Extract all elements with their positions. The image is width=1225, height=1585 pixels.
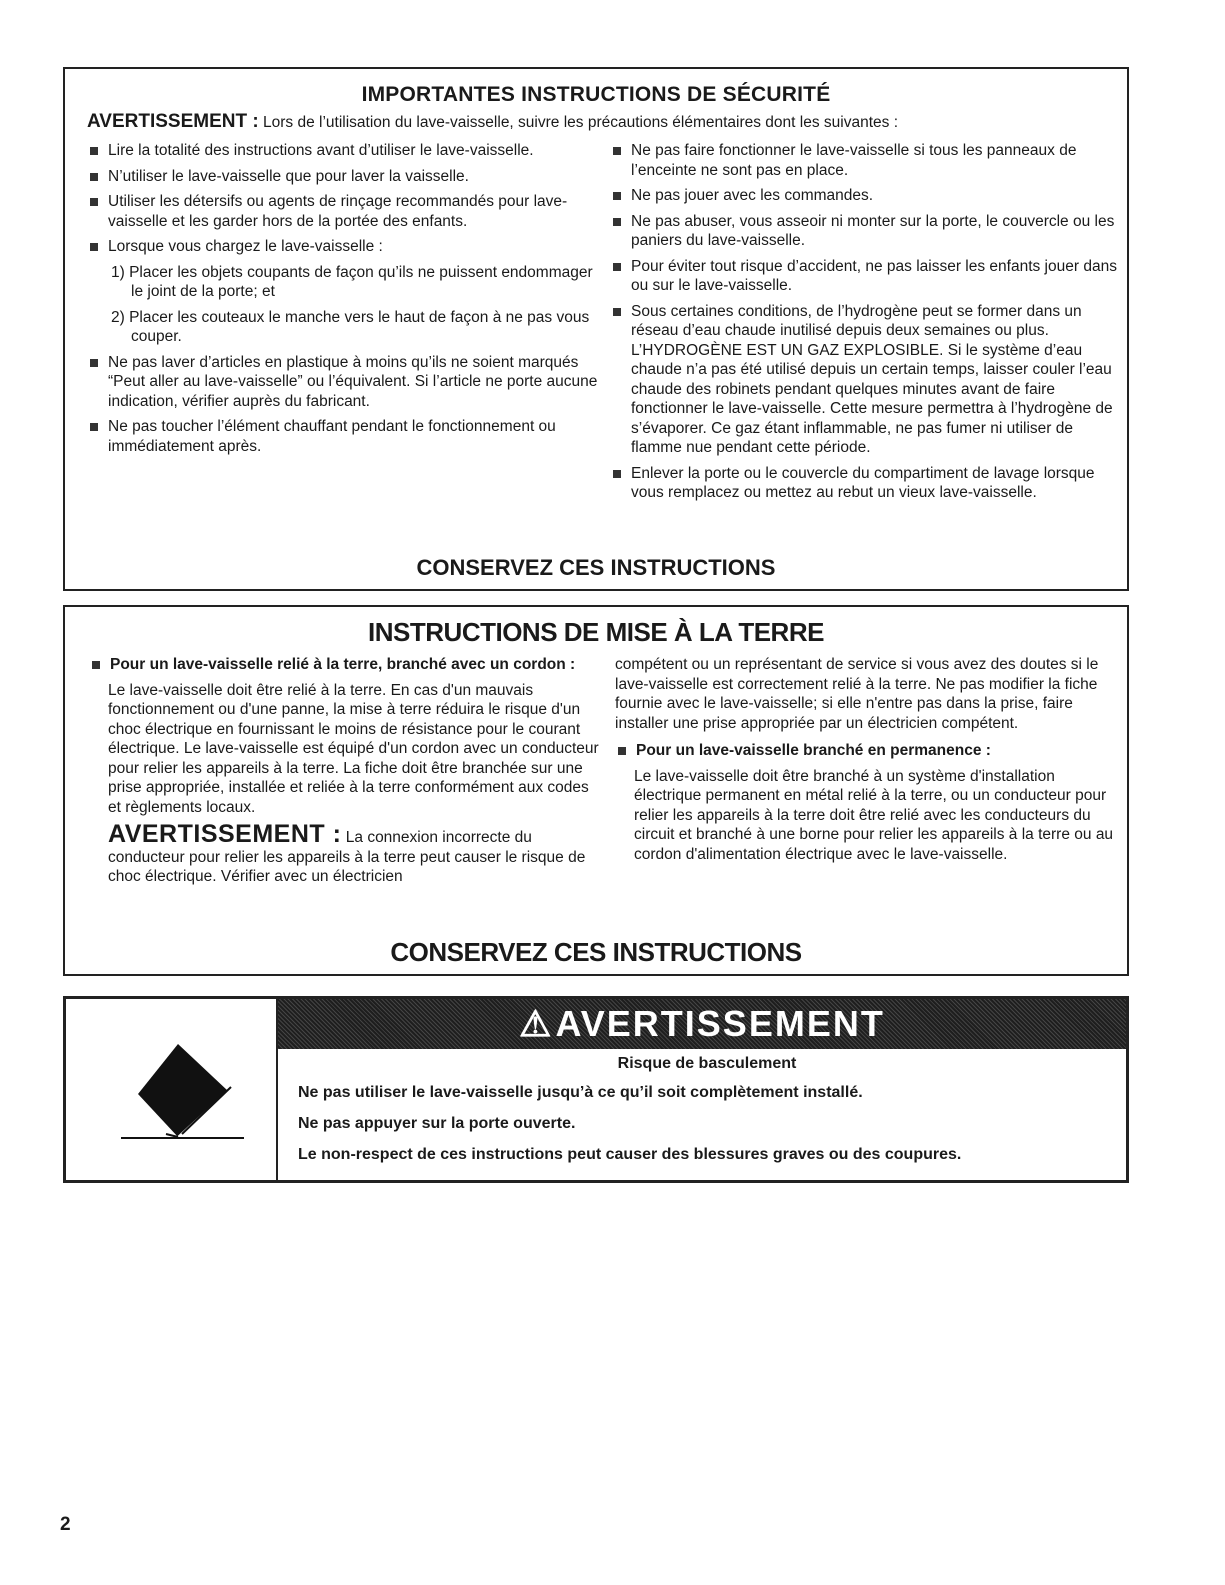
sub-list-item: 2) Placer les couteaux le manche vers le haut de façon à ne pas vous couper. [111, 308, 590, 345]
safety-footer: CONSERVEZ CES INSTRUCTIONS [416, 555, 776, 580]
grounding-warning [89, 820, 599, 887]
list-item: Ne pas jouer avec les commandes. [610, 186, 1120, 206]
warning-content [298, 1055, 1116, 1177]
warning-triangle-icon: ⚠ [519, 1003, 554, 1044]
list-item: Sous certaines conditions, de l’hydrogène peut se former dans un réseau d’eau chaude inutilisé depuis deux semaines ou plus. L’HYDROGÈNE EST UN GAZ EXPLOSIBLE. Si le système d’eau chaude n’a pas été utilisé depuis un certain temps, laisser couler l’eau chaude des robinets pendant quelques minutes avant de faire fonctionner le lave-vaisselle. Cette mesure permettra à l’hydrogène de s’évaporer. Ce gaz étant inflammable, ne pas fumer ni utiliser de flamme nue pendant cette période. [610, 302, 1120, 458]
warning-banner [278, 999, 1126, 1049]
grounding-instructions-box [63, 605, 1129, 976]
permanent-heading: Pour un lave-vaisselle branché en permanence : [615, 741, 1115, 761]
tip-over-warning-box [63, 996, 1129, 1183]
list-item: Lire la totalité des instructions avant d’utiliser le lave-vaisselle. [87, 141, 607, 161]
warning-banner-text: AVERTISSEMENT [555, 1003, 885, 1044]
list-item: Enlever la porte ou le couvercle du compartiment de lavage lorsque vous remplacez ou mettez au rebut un vieux lave-vaisselle. [610, 464, 1120, 503]
warning-risk: Risque de basculement [617, 1055, 797, 1072]
safety-left-column [87, 141, 607, 462]
safety-right-column [610, 141, 1120, 509]
safety-warning-label: AVERTISSEMENT : [87, 111, 259, 132]
list-item: Ne pas laver d’articles en plastique à moins qu’ils ne soient marqués “Peut aller au lave-vaisselle” ou l’équivalent. Si l’article ne porte aucune indication, vérifier auprès du fabricant. [87, 353, 607, 412]
safety-warning-text: Lors de l’utilisation du lave-vaisselle, suivre les précautions élémentaires dont les suivantes : [263, 114, 898, 131]
corded-text: Le lave-vaisselle doit être relié à la terre. En cas d'un mauvais fonctionnement ou d'une panne, la mise à terre réduira le risque d'un choc électrique en fournissant le moins de résistance pour le courant électrique. Le lave-vaisselle est équipé d'un cordon avec un conducteur pour relier les appareils à la terre. La fiche doit être branchée sur une prise appropriée, installée et reliée à la terre conformément aux codes et règlements locaux. [108, 681, 599, 816]
list-item: Lorsque vous chargez le lave-vaisselle : [87, 237, 607, 257]
safety-instructions-box [63, 67, 1129, 591]
grounding-warning-label: AVERTISSEMENT : [108, 820, 342, 848]
warning-line: Ne pas utiliser le lave-vaisselle jusqu’à ce qu’il soit complètement installé. [298, 1084, 863, 1101]
permanent-text: Le lave-vaisselle doit être branché à un système d'installation électrique permanent en métal relié à la terre, ou un conducteur pour relier les appareils à la terre doit être relié avec les conducteurs du circuit et branché à une borne pour relier les appareils à la terre ou au cordon d'alimentation électrique avec le lave-vaisselle. [634, 767, 1114, 863]
corded-heading: Pour un lave-vaisselle relié à la terre, branché avec un cordon : [89, 655, 599, 675]
safety-warning-line [87, 111, 898, 133]
warning-icon-cell [66, 999, 278, 1180]
grounding-warning-continued: compétent ou un représentant de service si vous avez des doutes si le lave-vaisselle est correctement relié à la terre. Ne pas modifier la fiche fournie avec le lave-vaisselle; si elle n'entre pas dans la prise, faire installer une prise appropriée par un électricien compétent. [615, 656, 1099, 732]
list-item: N’utiliser le lave-vaisselle que pour laver la vaisselle. [87, 167, 607, 187]
list-item: Utiliser les détersifs ou agents de rinçage recommandés pour lave-vaisselle et les garder hors de la portée des enfants. [87, 192, 607, 231]
grounding-title: INSTRUCTIONS DE MISE À LA TERRE [368, 617, 824, 647]
warning-line: Ne pas appuyer sur la porte ouverte. [298, 1115, 576, 1132]
tipping-door-icon [116, 1039, 246, 1149]
warning-line: Le non-respect de ces instructions peut causer des blessures graves ou des coupures. [298, 1146, 962, 1163]
list-item: Pour éviter tout risque d’accident, ne pas laisser les enfants jouer dans ou sur le lave-vaisselle. [610, 257, 1120, 296]
safety-title: IMPORTANTES INSTRUCTIONS DE SÉCURITÉ [361, 83, 831, 106]
sub-list-item: 1) Placer les objets coupants de façon qu’ils ne puissent endommager le joint de la porte; et [111, 263, 593, 300]
grounding-left-column [89, 655, 599, 887]
list-item: Ne pas toucher l’élément chauffant pendant le fonctionnement ou immédiatement après. [87, 417, 607, 456]
page-number: 2 [60, 1514, 71, 1535]
grounding-right-column [615, 655, 1115, 872]
grounding-warning-text: La connexion incorrecte du conducteur pour relier les appareils à la terre peut causer le risque de choc électrique. Vérifier avec un électricien [108, 829, 586, 885]
list-item: Ne pas faire fonctionner le lave-vaisselle si tous les panneaux de l’enceinte ne sont pas en place. [610, 141, 1120, 180]
list-item: Ne pas abuser, vous asseoir ni monter sur la porte, le couvercle ou les paniers du lave-vaisselle. [610, 212, 1120, 251]
grounding-footer: CONSERVEZ CES INSTRUCTIONS [390, 937, 802, 967]
